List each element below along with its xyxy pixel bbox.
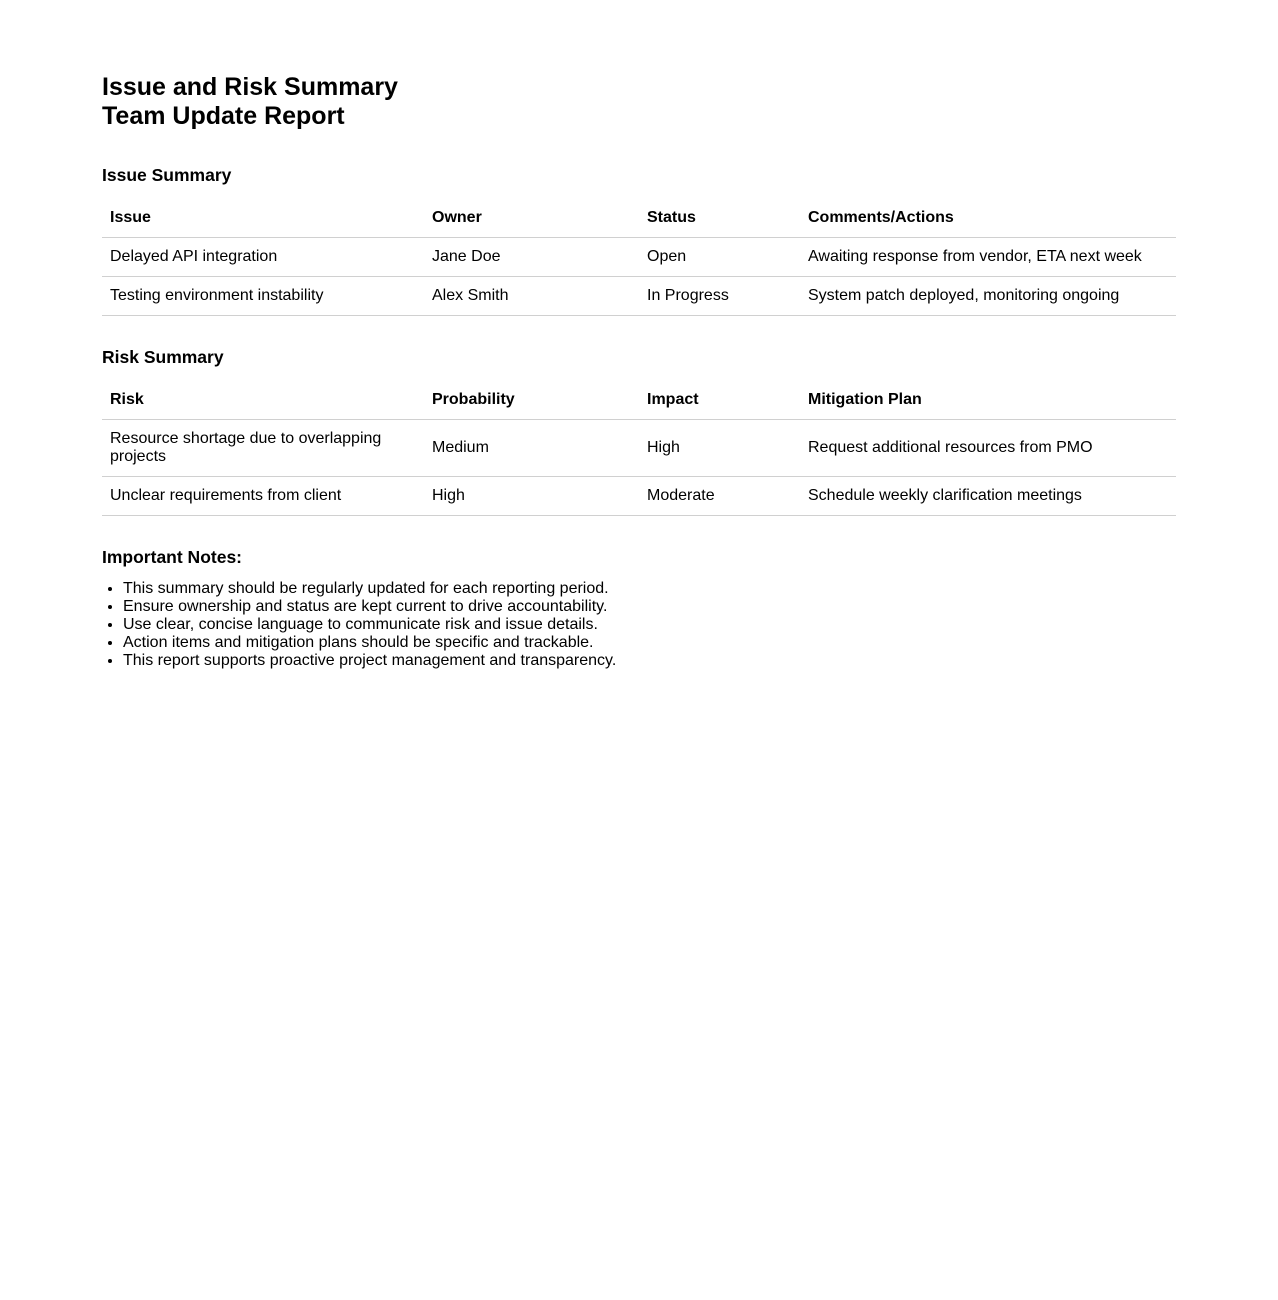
column-header-probability: Probability — [424, 381, 639, 420]
comments-cell: System patch deployed, monitoring ongoing — [800, 277, 1176, 316]
column-header-status: Status — [639, 199, 800, 238]
list-item: • This summary should be regularly updated for each reporting period. — [123, 580, 1176, 598]
table-row — [102, 477, 1176, 516]
probability-cell: Medium — [424, 420, 639, 477]
list-item: • Use clear, concise language to communicate risk and issue details. — [123, 616, 1176, 634]
table-row — [102, 277, 1176, 316]
issue-cell: Delayed API integration — [102, 238, 424, 277]
table-row — [102, 238, 1176, 277]
issue-cell: Testing environment instability — [102, 277, 424, 316]
notes-list — [102, 580, 1176, 670]
impact-cell: Moderate — [639, 477, 800, 516]
status-cell: In Progress — [639, 277, 800, 316]
risk-cell: Unclear requirements from client — [102, 477, 424, 516]
risk-summary-heading: Risk Summary — [102, 347, 224, 367]
comments-cell: Awaiting response from vendor, ETA next week — [800, 238, 1176, 277]
title-line-1: Issue and Risk Summary — [102, 73, 398, 101]
mitigation-cell: Request additional resources from PMO — [800, 420, 1176, 477]
owner-cell: Jane Doe — [424, 238, 639, 277]
list-item: • Action items and mitigation plans should be specific and trackable. — [123, 634, 1176, 652]
mitigation-cell: Schedule weekly clarification meetings — [800, 477, 1176, 516]
impact-cell: High — [639, 420, 800, 477]
list-item: • Ensure ownership and status are kept current to drive accountability. — [123, 598, 1176, 616]
column-header-impact: Impact — [639, 381, 800, 420]
risk-summary-table — [102, 381, 1176, 516]
important-notes-heading: Important Notes: — [102, 547, 242, 567]
list-item: • This report supports proactive project management and transparency. — [123, 652, 1176, 670]
column-header-comments: Comments/Actions — [800, 199, 1176, 238]
table-row — [102, 420, 1176, 477]
status-cell: Open — [639, 238, 800, 277]
page-title — [102, 73, 1176, 131]
probability-cell: High — [424, 477, 639, 516]
issue-summary-table — [102, 199, 1176, 316]
column-header-owner: Owner — [424, 199, 639, 238]
risk-cell: Resource shortage due to overlapping projects — [102, 420, 424, 477]
issue-summary-heading: Issue Summary — [102, 165, 232, 185]
column-header-issue: Issue — [102, 199, 424, 238]
table-header-row — [102, 199, 1176, 238]
column-header-mitigation: Mitigation Plan — [800, 381, 1176, 420]
table-header-row — [102, 381, 1176, 420]
title-line-2: Team Update Report — [102, 102, 345, 130]
column-header-risk: Risk — [102, 381, 424, 420]
owner-cell: Alex Smith — [424, 277, 639, 316]
